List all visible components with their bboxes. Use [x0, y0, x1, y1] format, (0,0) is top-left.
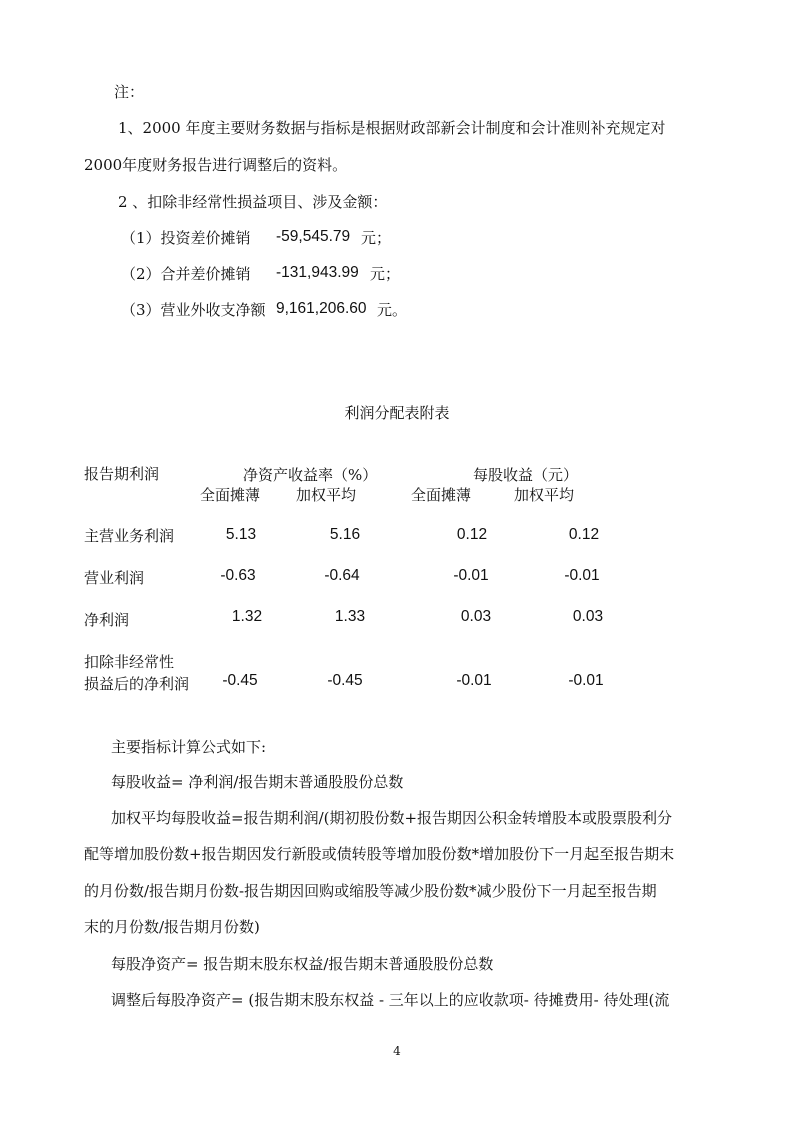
- note-item2-title: 2 、扣除非经常性损益项目、涉及金额：: [118, 193, 388, 211]
- subheader-weighted: 加权平均: [514, 486, 575, 504]
- deduction-unit: 元。: [377, 301, 408, 319]
- row-label-line2: 损益后的净利润: [84, 675, 190, 693]
- page-number: 4: [393, 1044, 401, 1058]
- formula-weighted-line2: 配等增加股份数+报告期因发行新股或债转股等增加股份数*增加股份下一月起至报告期末: [84, 845, 675, 863]
- row-label-line1: 扣除非经常性: [84, 653, 175, 671]
- formula-navps: 每股净资产= 报告期末股东权益/报告期末普通股股份总数: [111, 955, 494, 973]
- cell-value: 1.33: [334, 608, 366, 625]
- subheader-full: 全面摊薄: [200, 486, 261, 504]
- cell-value: -0.45: [327, 672, 363, 689]
- row-label: 净利润: [84, 611, 130, 629]
- deduction-label: （2）合并差价摊销: [121, 265, 251, 283]
- table-title: 利润分配表附表: [344, 404, 450, 422]
- cell-value: -0.01: [453, 567, 489, 584]
- deduction-unit: 元；: [361, 229, 392, 247]
- deduction-amount: -131,943.99: [276, 264, 359, 281]
- row-header: 报告期利润: [84, 465, 160, 483]
- cell-value: -0.45: [222, 672, 258, 689]
- cell-value: -0.01: [456, 672, 492, 689]
- subheader-full: 全面摊薄: [411, 486, 472, 504]
- subheader-weighted: 加权平均: [296, 486, 357, 504]
- deduction-amount: -59,545.79: [276, 228, 351, 245]
- row-label: 营业利润: [84, 569, 145, 587]
- deduction-unit: 元；: [370, 265, 401, 283]
- cell-value: -0.64: [324, 567, 360, 584]
- formulas-heading: 主要指标计算公式如下:: [111, 738, 267, 756]
- note-item1-line2: 2000年度财务报告进行调整后的资料。: [84, 156, 348, 174]
- formula-adjusted-navps: 调整后每股净资产= (报告期末股东权益 - 三年以上的应收款项- 待摊费用- 待处理(流: [111, 991, 670, 1009]
- cell-value: 0.12: [568, 526, 600, 543]
- cell-value: 0.03: [572, 608, 604, 625]
- formula-weighted-line3: 的月份数/报告期月份数-报告期因回购或缩股等减少股份数*减少股份下一月起至报告期: [84, 882, 657, 900]
- cell-value: -0.01: [568, 672, 604, 689]
- cell-value: 0.12: [456, 526, 488, 543]
- group-header-roe: 净资产收益率（%）: [243, 466, 378, 484]
- formula-eps: 每股收益= 净利润/报告期末普通股股份总数: [111, 773, 404, 791]
- formula-weighted-line4: 末的月份数/报告期月份数): [84, 918, 260, 936]
- group-header-eps: 每股收益（元）: [473, 466, 579, 484]
- cell-value: -0.63: [220, 567, 256, 584]
- formula-weighted-line1: 加权平均每股收益=报告期利润/(期初股份数+报告期因公积金转增股本或股票股利分: [111, 809, 673, 827]
- cell-value: 0.03: [460, 608, 492, 625]
- row-label: 主营业务利润: [84, 527, 175, 545]
- cell-value: -0.01: [564, 567, 600, 584]
- deduction-label: （1）投资差价摊销: [121, 229, 251, 247]
- cell-value: 5.16: [329, 526, 361, 543]
- deduction-label: （3）营业外收支净额: [121, 301, 266, 319]
- cell-value: 5.13: [225, 526, 257, 543]
- notes-heading: 注：: [114, 83, 145, 101]
- deduction-amount: 9,161,206.60: [276, 300, 367, 317]
- note-item1-line1: 1、2000 年度主要财务数据与指标是根据财政部新会计制度和会计准则补充规定对: [118, 119, 666, 137]
- cell-value: 1.32: [231, 608, 263, 625]
